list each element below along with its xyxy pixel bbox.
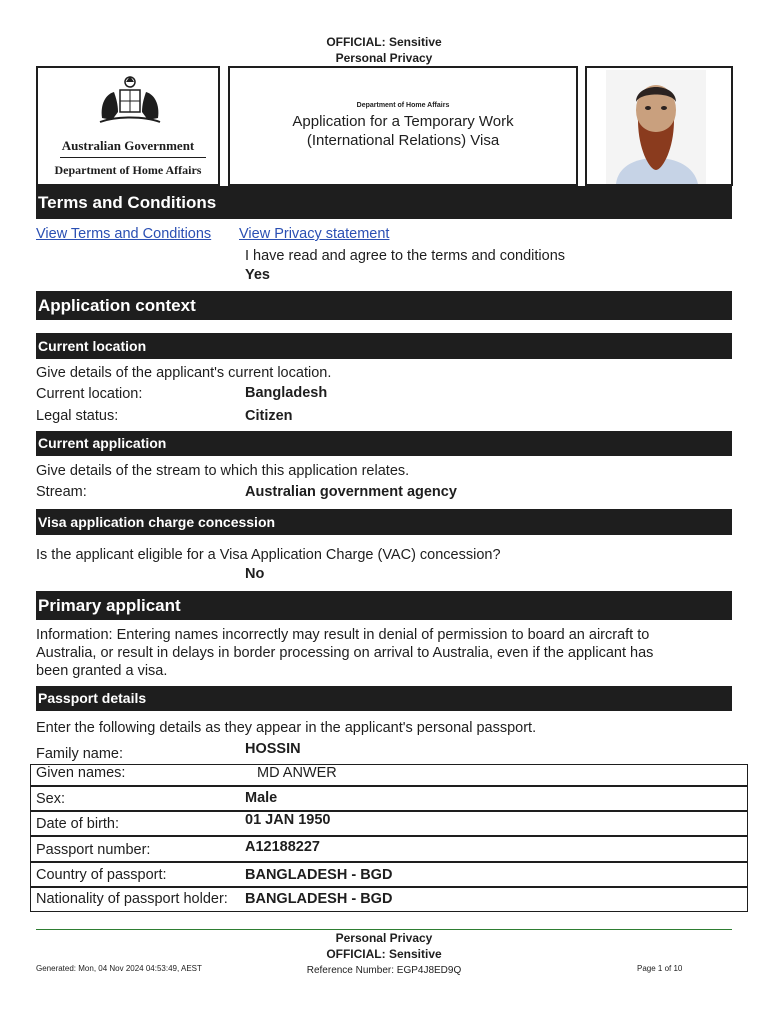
footer-reference: Reference Number: EGP4J8ED9Q	[306, 965, 462, 976]
vac-concession-question: Is the applicant eligible for a Visa Application Charge (VAC) concession?	[36, 547, 501, 563]
view-privacy-link[interactable]: View Privacy statement	[239, 226, 390, 242]
form-title-line1: Application for a Temporary Work	[292, 113, 514, 130]
current-application-heading: Current application	[36, 431, 732, 456]
classification-top: OFFICIAL: Sensitive	[326, 35, 442, 49]
sex-label: Sex:	[36, 791, 66, 807]
footer-page: Page 1 of 10	[637, 964, 683, 973]
legal-status-value: Citizen	[245, 408, 293, 424]
footer-generated: Generated: Mon, 04 Nov 2024 04:53:49, AEST	[36, 964, 202, 973]
view-terms-link[interactable]: View Terms and Conditions	[36, 226, 212, 242]
logo-line-department: Department of Home Affairs	[54, 163, 202, 177]
footer-privacy: Personal Privacy	[335, 931, 433, 945]
current-application-intro: Give details of the stream to which this application relates.	[36, 463, 410, 479]
nationality-value: BANGLADESH - BGD	[245, 891, 393, 907]
form-title-line2: (International Relations) Visa	[306, 132, 500, 149]
family-name-value: HOSSIN	[245, 741, 301, 757]
vac-concession-value: No	[245, 566, 265, 582]
applicant-photo-box	[585, 66, 733, 186]
passport-details-heading: Passport details	[36, 686, 732, 711]
current-location-label: Current location:	[36, 386, 143, 402]
country-label: Country of passport:	[36, 867, 167, 883]
sex-row	[30, 786, 748, 811]
section-terms-heading: Terms and Conditions	[36, 186, 732, 219]
primary-info-line1: Information: Entering names incorrectly may result in denial of permission to board an aircraft to	[36, 627, 650, 643]
given-names-label: Given names:	[36, 765, 126, 781]
dob-label: Date of birth:	[36, 816, 120, 832]
applicant-photo	[606, 70, 706, 184]
vac-concession-heading: Visa application charge concession	[36, 509, 732, 535]
nationality-label: Nationality of passport holder:	[36, 891, 228, 907]
current-location-intro: Give details of the applicant's current location.	[36, 365, 332, 381]
form-title-box	[228, 66, 578, 186]
department-small-label: Department of Home Affairs	[356, 102, 450, 109]
government-logo-box	[36, 66, 220, 186]
coat-of-arms-icon	[90, 74, 170, 130]
section-context-heading: Application context	[36, 291, 732, 320]
given-names-row	[30, 764, 748, 786]
agree-terms-text: I have read and agree to the terms and conditions	[245, 248, 566, 264]
dob-row	[30, 811, 748, 836]
privacy-top: Personal Privacy	[335, 51, 433, 65]
family-name-label: Family name:	[36, 746, 124, 762]
passport-number-label: Passport number:	[36, 842, 151, 858]
footer-divider	[36, 929, 732, 930]
stream-label: Stream:	[36, 484, 87, 500]
section-primary-heading: Primary applicant	[36, 591, 732, 620]
passport-intro: Enter the following details as they appear in the applicant's personal passport.	[36, 720, 537, 736]
stream-value: Australian government agency	[245, 484, 457, 500]
primary-info-line3: been granted a visa.	[36, 663, 168, 679]
logo-line-government: Australian Government	[61, 138, 195, 153]
legal-status-label: Legal status:	[36, 408, 119, 424]
current-location-value: Bangladesh	[245, 385, 328, 401]
agree-terms-value: Yes	[245, 267, 270, 283]
primary-info-line2: Australia, or result in delays in border processing on arrival to Australia, even if the applicant has	[36, 645, 654, 661]
logo-divider	[60, 157, 206, 158]
given-names-value: MD ANWER	[257, 765, 337, 781]
current-location-heading: Current location	[36, 333, 732, 359]
passport-number-value: A12188227	[245, 839, 320, 855]
dob-value: 01 JAN 1950	[245, 812, 331, 828]
footer-classification: OFFICIAL: Sensitive	[326, 947, 442, 961]
country-value: BANGLADESH - BGD	[245, 867, 393, 883]
sex-value: Male	[245, 790, 278, 806]
